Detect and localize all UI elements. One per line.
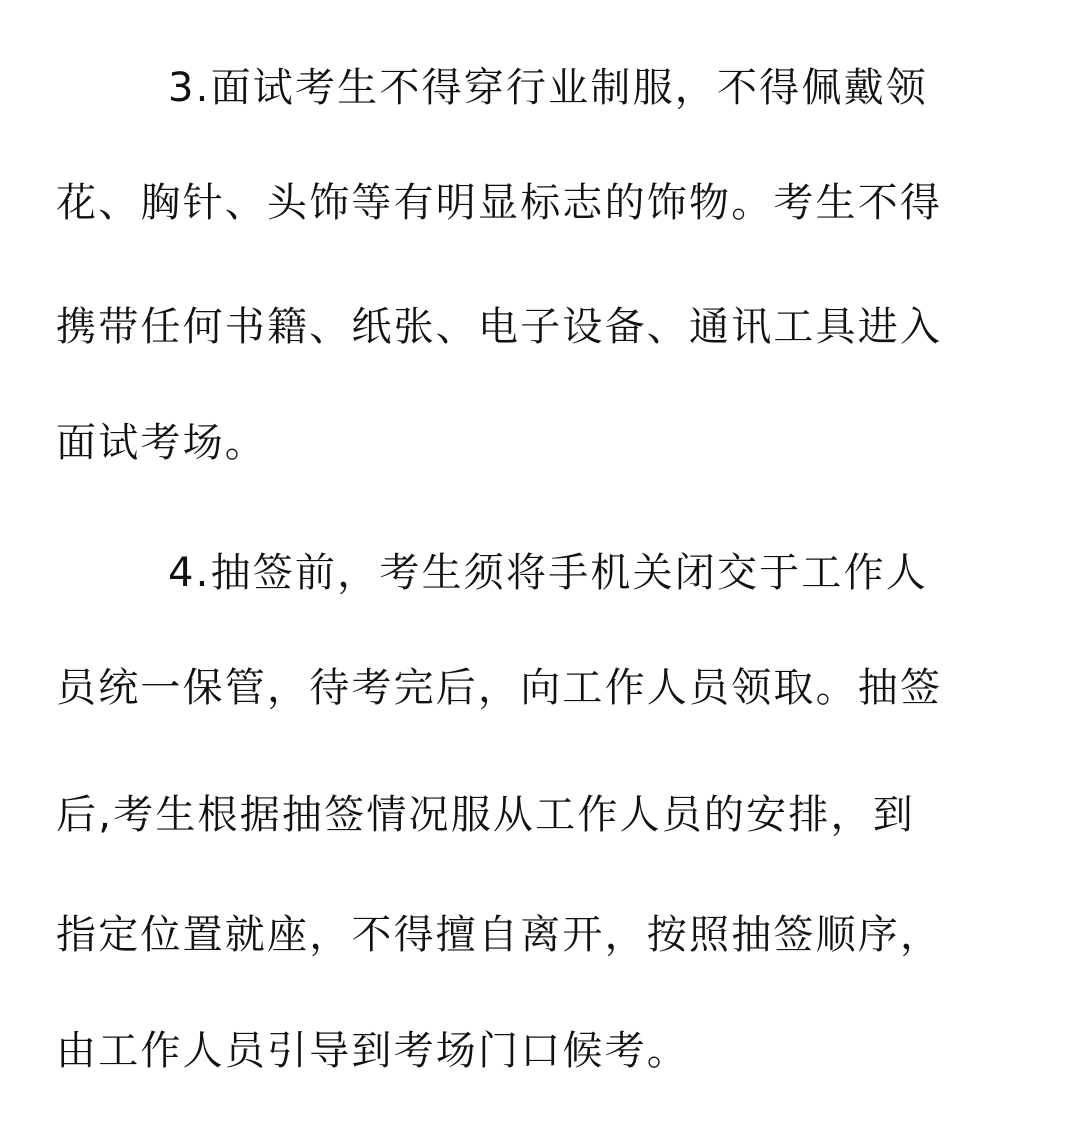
text-line: 面试考场。 — [56, 420, 267, 466]
text-line: 指定位置就座，不得擅自离开，按照抽签顺序， — [56, 912, 943, 958]
text-line: 后,考生根据抽签情况服从工作人员的安排，到 — [56, 792, 915, 838]
text-line: 3.面试考生不得穿行业制服，不得佩戴领 — [168, 65, 928, 111]
text-line: 员统一保管，待考完后，向工作人员领取。抽签 — [56, 665, 943, 711]
text-line: 花、胸针、头饰等有明显标志的饰物。考生不得 — [56, 180, 943, 226]
text-line: 4.抽签前，考生须将手机关闭交于工作人 — [168, 550, 928, 596]
text-line: 由工作人员引导到考场门口候考。 — [56, 1028, 689, 1074]
text-line: 携带任何书籍、纸张、电子设备、通讯工具进入 — [56, 304, 943, 350]
